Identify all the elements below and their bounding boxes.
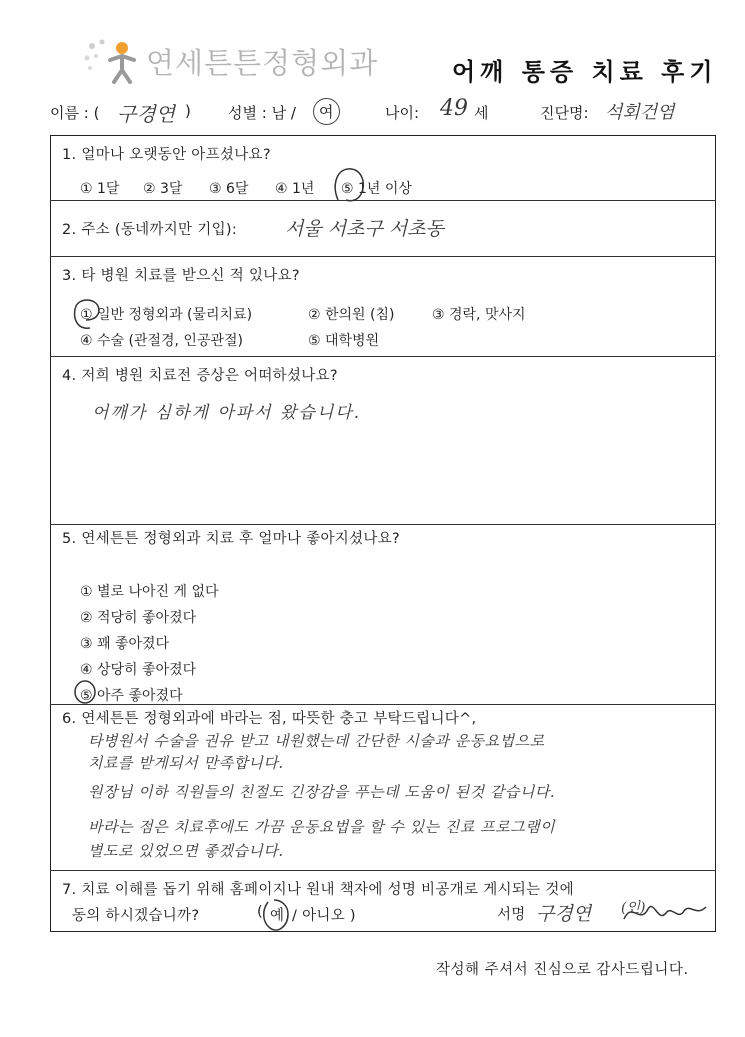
q7-paren-open: (	[257, 904, 263, 920]
q6-answer-line: 원장님 이하 직원들의 친절도 긴장감을 푸는데 도움이 된것 같습니다.	[88, 783, 556, 801]
closing-thanks: 작성해 주셔서 진심으로 감사드립니다.	[436, 962, 689, 978]
divider	[50, 870, 716, 871]
q6-answer-line: 바라는 점은 치료후에도 가끔 운동요법을 할 수 있는 진료 프로그램이	[88, 818, 556, 836]
gender-label: 성별 : 남 /	[228, 104, 296, 122]
selection-circle-mark	[70, 296, 104, 336]
clinic-name: 연세튼튼정형외과	[146, 45, 379, 80]
question-5: 5. 연세튼튼 정형외과 치료 후 얼마나 좋아지셨나요?	[62, 531, 401, 547]
divider	[50, 200, 716, 201]
logo-figure-icon	[82, 38, 140, 84]
question-7-line2: 동의 하시겠습니까?	[72, 908, 200, 924]
q1-option: ② 3달	[143, 181, 183, 197]
divider	[50, 524, 716, 525]
question-3: 3. 타 병원 치료를 받으신 적 있나요?	[62, 268, 300, 284]
q3-option: ⑤ 대학병원	[308, 333, 380, 349]
q1-option: ① 1달	[80, 181, 120, 197]
selection-circle-mark	[72, 678, 98, 710]
q2-answer: 서울 서초구 서초동	[285, 218, 444, 240]
q1-option: ③ 6달	[209, 181, 249, 197]
name-label: 이름 : (	[50, 104, 100, 122]
q5-option: ③ 꽤 좋아졌다	[80, 636, 170, 652]
diagnosis-value: 석회건염	[605, 102, 675, 123]
q3-option: ③ 경락, 맛사지	[432, 307, 526, 323]
q3-option: ② 한의원 (침)	[308, 307, 395, 323]
q1-option-selected: ⑤ 1년 이상	[341, 181, 412, 197]
handwritten-signature-icon	[622, 895, 712, 935]
q6-answer-line: 별도로 있었으면 좋겠습니다.	[88, 842, 284, 860]
q3-option-selected: ① 일반 정형외과 (물리치료)	[80, 307, 253, 323]
diagnosis-label: 진단명:	[540, 104, 589, 122]
q3-option: ④ 수술 (관절경, 인공관절)	[80, 333, 243, 349]
age-unit: 세	[474, 104, 489, 122]
divider	[50, 256, 716, 257]
document-title: 어깨 통증 치료 후기	[452, 58, 718, 86]
q4-answer: 어깨가 심하게 아파서 왔습니다.	[92, 403, 362, 423]
q5-option: ④ 상당히 좋아졌다	[80, 662, 197, 678]
name-close: )	[185, 102, 191, 120]
q5-option: ① 별로 나아진 게 없다	[80, 584, 219, 600]
question-4: 4. 저희 병원 치료전 증상은 어떠하셨나요?	[62, 368, 338, 384]
signature-stamp: (인)	[621, 900, 646, 916]
signature-label: 서명	[497, 907, 526, 923]
question-7-line1: 7. 치료 이해를 돕기 위해 홈페이지나 원내 책자에 성명 비공개로 게시되는 것에	[62, 882, 574, 898]
q6-answer-line: 치료를 받게되서 만족합니다.	[88, 754, 284, 772]
divider	[50, 356, 716, 357]
q5-option: ② 적당히 좋아졌다	[80, 610, 197, 626]
q5-option-selected: ⑤ 아주 좋아졌다	[80, 688, 183, 704]
selection-circle-mark	[260, 896, 294, 940]
selection-circle-mark	[332, 166, 368, 208]
age-value: 49	[440, 96, 468, 121]
q7-yes-selected: 예	[270, 908, 285, 924]
q1-option: ④ 1년	[275, 181, 315, 197]
question-1: 1. 얼마나 오랫동안 아프셨나요?	[62, 147, 271, 163]
name-value: 구경연	[117, 102, 175, 126]
q7-no-option: / 아니오 )	[292, 908, 356, 924]
question-6: 6. 연세튼튼 정형외과에 바라는 점, 따뜻한 충고 부탁드립니다^,	[62, 711, 477, 727]
clinic-logo	[82, 38, 378, 84]
q6-answer-line: 타병원서 수술을 권유 받고 내원했는데 간단한 시술과 운동요법으로	[88, 732, 545, 750]
gender-female-circled: 여	[313, 98, 340, 125]
question-2: 2. 주소 (동네까지만 기입):	[62, 222, 238, 238]
signature-name: 구경연	[536, 903, 592, 925]
age-label: 나이:	[385, 104, 420, 122]
